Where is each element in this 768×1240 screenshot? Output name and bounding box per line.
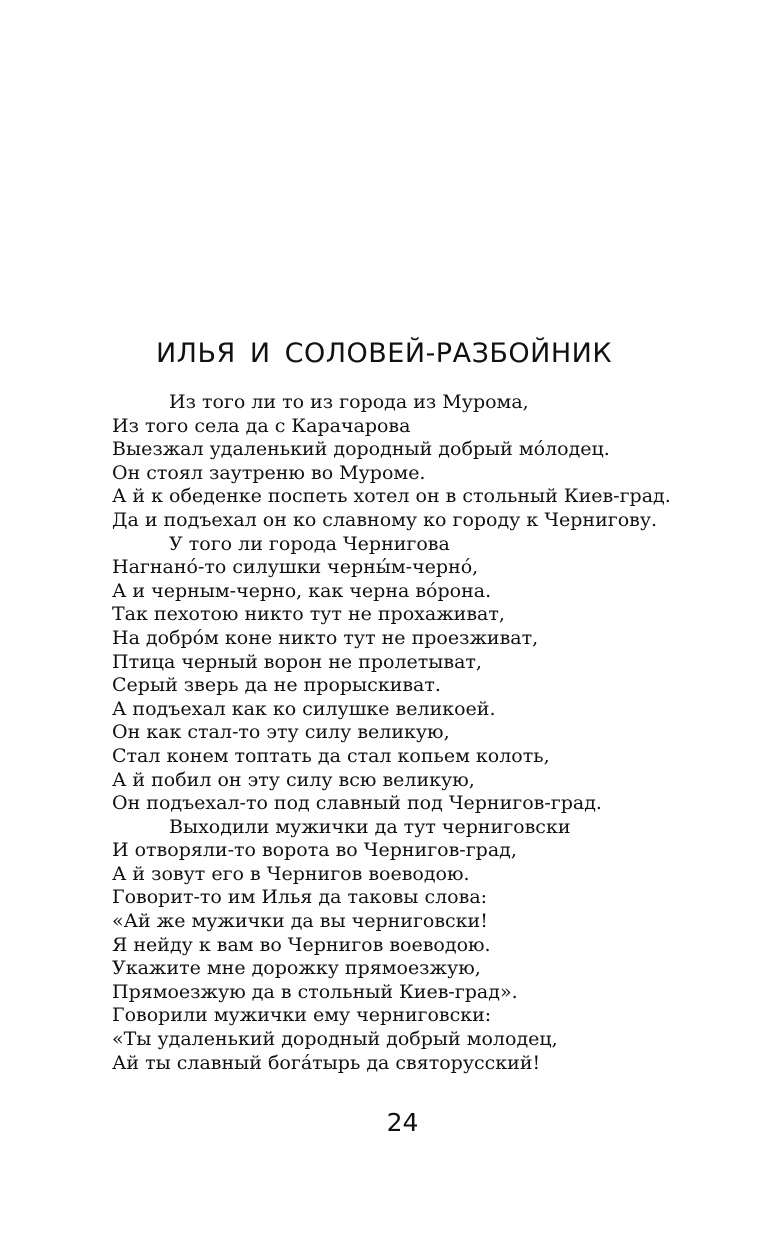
poem-line: А й зовут его в Чернигов воеводою. [112,862,470,885]
poem-line: Говорит-то им Илья да таковы слова: [112,886,488,909]
poem-line: «Ай же мужички да вы черниговски! [112,910,488,933]
poem-line: Я нейду к вам во Чернигов воеводою. [112,933,491,956]
poem-line: Да и подъехал он ко славному ко городу к Чернигову. [112,508,658,531]
poem-line: Так пехотою никто тут не прохаживат, [112,603,505,626]
poem-title: ИЛЬЯ И СОЛОВЕЙ-РАЗБОЙНИК [155,338,613,369]
poem-line: Ай ты славный бога́тырь да святорусский! [112,1051,541,1074]
poem-line: Прямоезжую да в стольный Киев-град». [112,980,518,1003]
poem-line: Говорили мужички ему черниговски: [112,1004,492,1027]
poem-line: А й побил он эту силу всю великую, [112,768,475,791]
poem-line: «Ты удаленький дородный добрый молодец, [112,1028,558,1051]
poem-line: У того ли города Чернигова [169,532,450,555]
poem-body [112,391,732,1075]
poem-line: Из того села да с Карачарова [112,414,411,437]
poem-line: Он как стал-то эту силу великую, [112,721,450,744]
poem-line: Серый зверь да не прорыскиват. [112,674,441,697]
poem-line: Стал конем топтать да стал копьем колоть, [112,744,550,767]
poem-line: А и черным-черно, как черна во́рона. [112,579,492,602]
poem-line: А подъехал как ко силушке великоей. [112,697,496,720]
poem-line: Выезжал удаленький дородный добрый мо́лодец. [112,438,610,461]
poem-line: Укажите мне дорожку прямоезжую, [112,957,481,980]
poem-line: Выходили мужички да тут черниговски [169,815,571,838]
poem-line: Он подъехал-то под славный под Чернигов-град. [112,792,602,815]
poem-line: Птица черный ворон не пролетыват, [112,650,482,673]
poem-line: И отворяли-то ворота во Чернигов-град, [112,839,517,862]
poem-line: Из того ли то из города из Мурома, [169,391,529,413]
page-number: 24 [386,1108,419,1137]
poem-line: А й к обеденке поспеть хотел он в стольный Киев-град. [112,485,671,508]
poem-line: Он стоял заутреню во Муроме. [112,461,426,484]
poem-line: Нагнано́-то силушки черны́м-черно́, [112,556,479,579]
poem-line: На добро́м коне никто тут не проезживат, [112,626,539,649]
